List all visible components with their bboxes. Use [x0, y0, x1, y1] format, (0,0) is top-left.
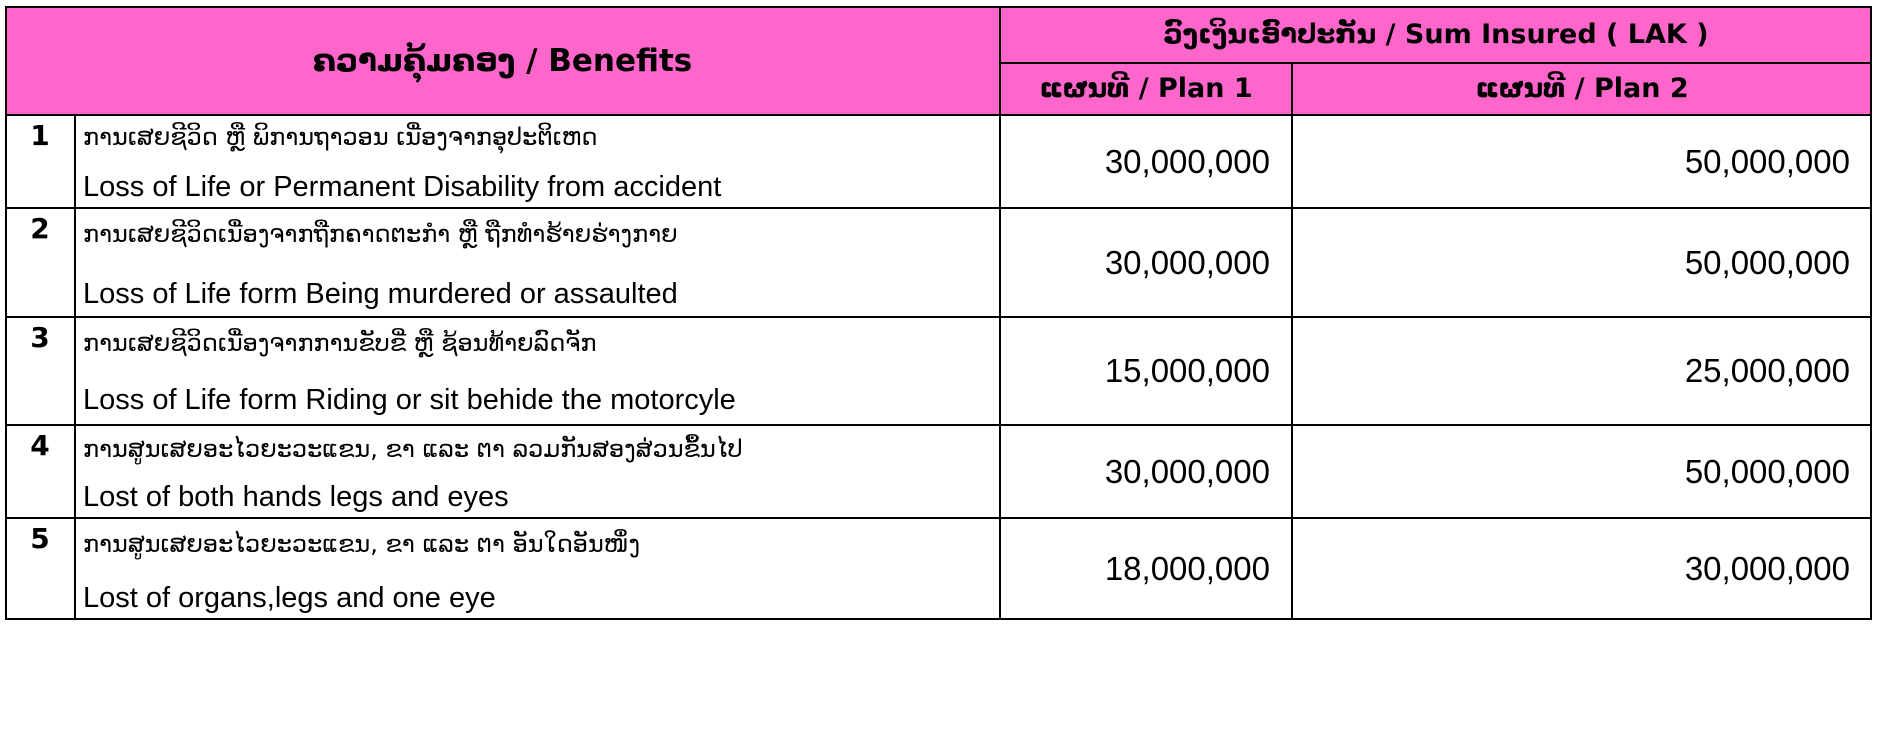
benefit-description	[75, 208, 1000, 317]
row-number: 1	[30, 119, 50, 152]
plan1-amount: 15,000,000	[1104, 352, 1270, 389]
plan2-header	[1292, 62, 1872, 115]
benefit-lao-text: ການສູນເສຍອະໄວຍະວະແຂນ, ຂາ ແລະ ຕາ ລວມກັນສອງສ່ວນຂຶ້ນໄປ	[83, 435, 743, 463]
table-border-left	[5, 6, 7, 620]
col-divider-number	[74, 114, 76, 620]
sum-insured-header-label: ວົງເງິນເອົາປະກັນ / Sum Insured ( LAK )	[1163, 18, 1709, 50]
row-divider	[5, 517, 1872, 519]
plan1-amount: 30,000,000	[1104, 142, 1270, 180]
benefit-description	[75, 518, 1000, 619]
row-number: 5	[30, 522, 50, 555]
benefit-description	[75, 425, 1000, 518]
benefits-table	[5, 6, 1872, 734]
row-number: 3	[30, 321, 50, 354]
table-border-bottom	[5, 618, 1872, 620]
benefit-en-text: Loss of Life form Being murdered or assaulted	[83, 278, 678, 310]
plan2-amount: 25,000,000	[1684, 352, 1850, 389]
benefit-lao-text: ການເສຍຊີວິດເນື່ອງຈາກການຂັບຂີ່ ຫຼື ຊ້ອນທ້າຍລົດຈັກ	[83, 329, 597, 357]
benefit-en-text: Loss of Life form Riding or sit behide the motorcyle	[83, 384, 736, 416]
benefit-lao-text: ການສູນເສຍອະໄວຍະວະແຂນ, ຂາ ແລະ ຕາ ອັນໃດອັນໜຶ່ງ	[83, 530, 641, 558]
col-divider-benefits	[999, 6, 1001, 620]
table-border-top	[5, 6, 1872, 8]
plan2-amount: 30,000,000	[1684, 549, 1850, 587]
benefit-en-text: Lost of organs,legs and one eye	[83, 582, 496, 614]
benefit-lao-text: ການເສຍຊີວິດ ຫຼື ພິການຖາວອນ ເນື່ອງຈາກອຸປະຕິເຫດ	[83, 123, 598, 151]
benefit-description	[75, 115, 1000, 208]
benefit-description	[75, 317, 1000, 425]
benefits-header	[5, 6, 1000, 115]
benefit-lao-text: ການເສຍຊີວິດເນື່ອງຈາກຖືກຄາດຕະກຳ ຫຼື ຖືກທຳຮ້າຍຮ່າງກາຍ	[83, 220, 678, 248]
benefits-header-label: ຄວາມຄຸ້ມຄອງ / Benefits	[312, 42, 693, 79]
row-divider	[5, 424, 1872, 426]
plan1-amount: 30,000,000	[1104, 452, 1270, 490]
plan2-amount: 50,000,000	[1684, 243, 1850, 281]
plan1-amount: 18,000,000	[1104, 549, 1270, 587]
plan2-header-label: ແຜນທີ / Plan 2	[1475, 73, 1689, 104]
plan2-amount: 50,000,000	[1684, 452, 1850, 490]
table-border-header-bottom	[5, 114, 1872, 116]
plan1-header	[1000, 62, 1292, 115]
row-divider	[5, 207, 1872, 209]
plan1-amount: 30,000,000	[1104, 243, 1270, 281]
plan1-header-label: ແຜນທີ / Plan 1	[1039, 73, 1253, 104]
sum-insured-header	[1000, 6, 1872, 62]
benefit-en-text: Lost of both hands legs and eyes	[83, 481, 509, 513]
col-divider-plans	[1291, 62, 1293, 620]
plan2-amount: 50,000,000	[1684, 142, 1850, 180]
row-number: 2	[30, 212, 50, 245]
row-number: 4	[30, 429, 50, 462]
table-border-right	[1870, 6, 1872, 620]
benefit-en-text: Loss of Life or Permanent Disability from accident	[83, 171, 722, 203]
table-border-header-split	[1000, 62, 1872, 64]
row-divider	[5, 316, 1872, 318]
